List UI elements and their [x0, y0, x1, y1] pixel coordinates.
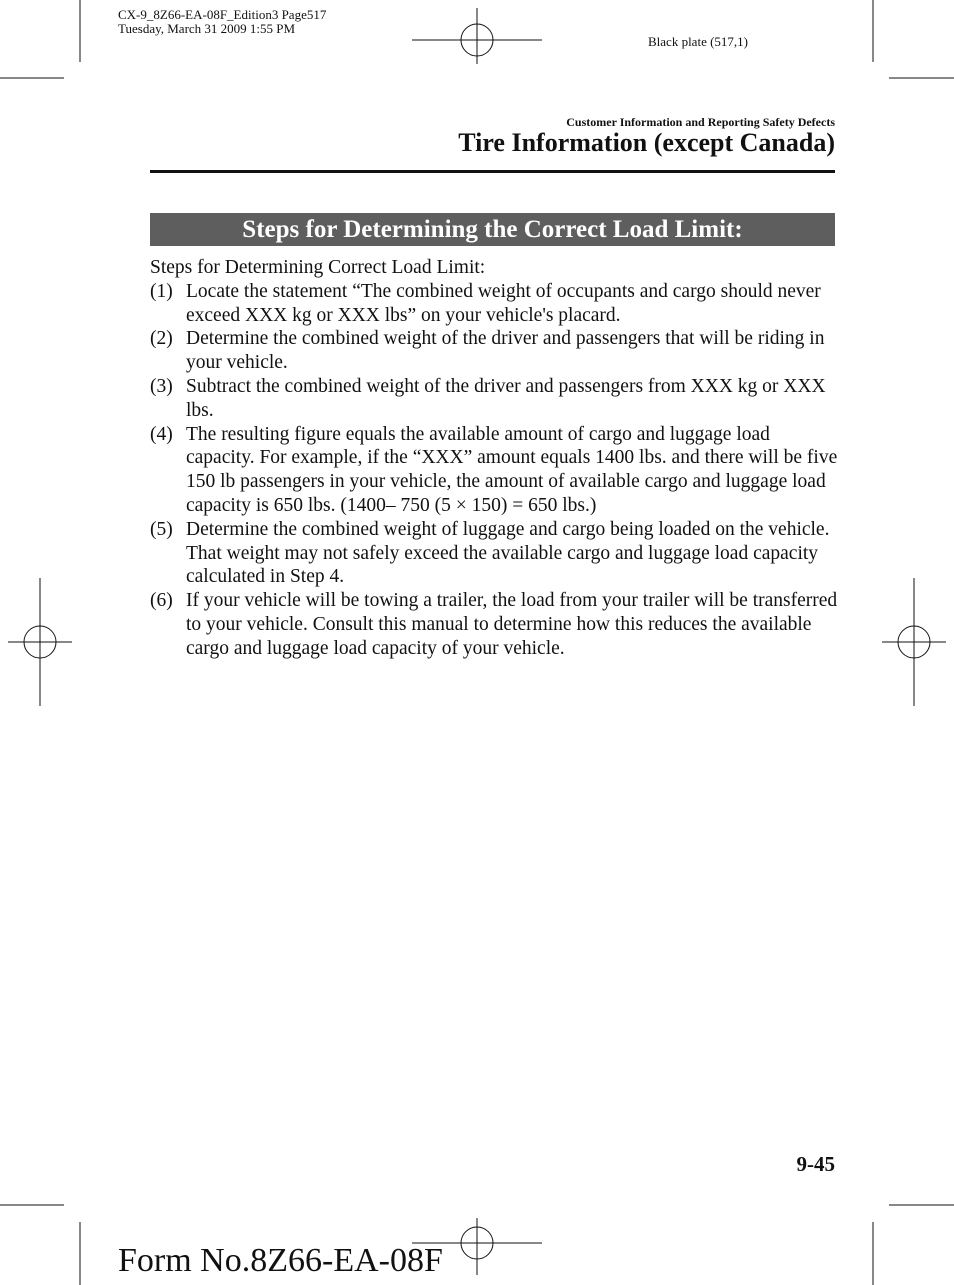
list-item: [150, 423, 838, 518]
print-info-file: CX-9_8Z66-EA-08F_Edition3 Page517: [118, 7, 327, 22]
registration-mark-right: [882, 578, 946, 706]
print-info-date: Tuesday, March 31 2009 1:55 PM: [118, 21, 296, 36]
page-title: Tire Information (except Canada): [458, 128, 835, 157]
title-divider: [150, 170, 835, 173]
list-item: [150, 327, 838, 375]
step-number: (5): [150, 518, 173, 540]
step-text: Determine the combined weight of luggage and cargo being loaded on the vehicle. That weight may not safely exceed the available cargo and luggage load capacity calculated in Step 4.: [186, 518, 830, 588]
form-number: Form No.8Z66-EA-08F: [118, 1242, 443, 1279]
step-text: Determine the combined weight of the driver and passengers that will be riding in your vehicle.: [186, 328, 825, 374]
section-banner: Steps for Determining the Correct Load Limit:: [150, 213, 835, 246]
step-text: If your vehicle will be towing a trailer, the load from your trailer will be transferred to your vehicle. Consult this manual to determine how this reduces the available cargo and luggage load capacity of your vehicle.: [186, 590, 838, 659]
step-number: (2): [150, 328, 173, 350]
main-content: [150, 256, 838, 661]
step-text: The resulting figure equals the available amount of cargo and luggage load capacity. For example, if the “XXX” amount equals 1400 lbs. and there will be five 150 lb passengers in your vehicle, the amount of available cargo and luggage load capacity is 650 lbs. (1400– 750 (5 × 150) = 650 lbs.): [186, 423, 838, 516]
intro-text: Steps for Determining Correct Load Limit:: [150, 257, 486, 278]
steps-list: [150, 280, 838, 661]
print-info: [118, 8, 326, 36]
page-number: 9-45: [796, 1152, 835, 1176]
registration-mark-top: [412, 8, 542, 64]
plate-label: Black plate (517,1): [648, 34, 748, 49]
step-number: (4): [150, 423, 173, 445]
registration-mark-left: [8, 578, 72, 706]
step-text: Subtract the combined weight of the driver and passengers from XXX kg or XXX lbs.: [186, 375, 826, 421]
step-number: (3): [150, 375, 173, 397]
section-header: Customer Information and Reporting Safety Defects: [566, 115, 835, 129]
step-number: (6): [150, 590, 173, 612]
list-item: [150, 589, 838, 660]
list-item: [150, 518, 838, 589]
list-item: [150, 280, 838, 328]
step-text: Locate the statement “The combined weight of occupants and cargo should never exceed XXX kg or XXX lbs” on your vehicle's placard.: [186, 280, 821, 326]
step-number: (1): [150, 280, 173, 302]
list-item: [150, 375, 838, 423]
